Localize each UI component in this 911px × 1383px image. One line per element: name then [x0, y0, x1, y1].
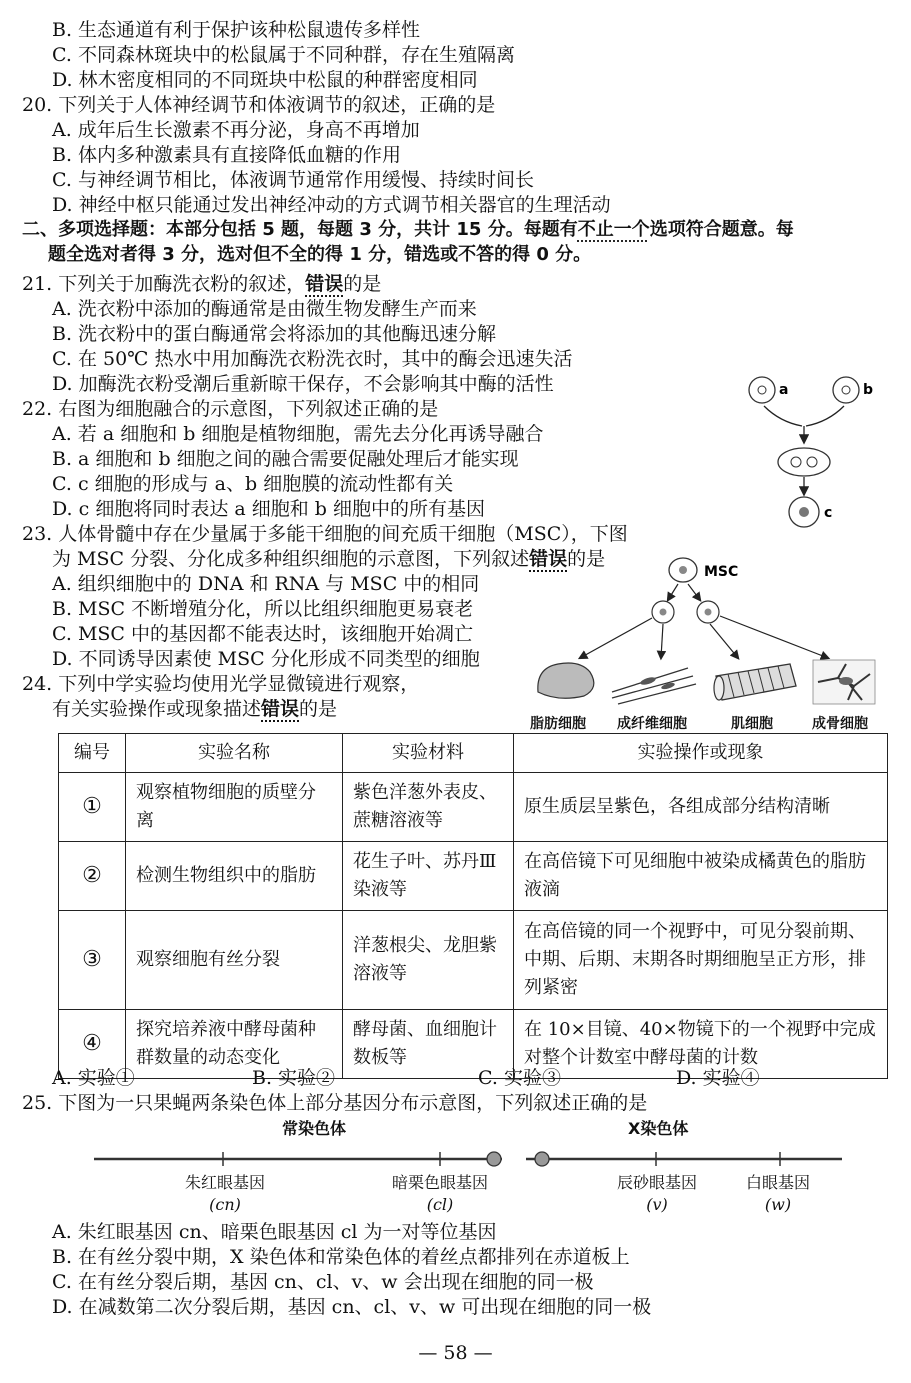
q20-option-d: D. 神经中枢只能通过发出神经冲动的方式调节相关器官的生理活动 [52, 194, 611, 216]
row-experiment-name: 探究培养液中酵母菌种群数量的动态变化 [126, 1010, 343, 1079]
label-a: a [779, 382, 789, 398]
muscle-cell-drawing [714, 664, 796, 700]
q25-option-b: B. 在有丝分裂中期，X 染色体和常染色体的着丝点都排列在赤道板上 [52, 1246, 630, 1268]
q24-emphasis: 错误 [261, 698, 300, 720]
q25-option-d: D. 在减数第二次分裂后期，基因 cn、cl、v、w 可出现在细胞的同一极 [52, 1296, 652, 1318]
row-experiment-name: 观察植物细胞的质壁分离 [126, 773, 343, 842]
msc-differentiation-figure [528, 550, 888, 710]
section2-emphasis: 不止一个 [577, 219, 650, 240]
q20-option-b: B. 体内多种激素具有直接降低血糖的作用 [52, 144, 402, 166]
q23-option-c: C. MSC 中的基因都不能表达时，该细胞开始凋亡 [52, 623, 473, 645]
row-operation: 在 10×目镜、40×物镜下的一个视野中完成对整个计数室中酵母菌的计数 [514, 1010, 888, 1079]
autosome-title: 常染色体 [282, 1119, 347, 1138]
q24-answer-a: A. 实验① [52, 1067, 135, 1089]
gene-v-symbol: (v) [646, 1195, 668, 1214]
q21-option-b: B. 洗衣粉中的蛋白酶通常会将添加的其他酶迅速分解 [52, 323, 497, 345]
label-b: b [863, 382, 874, 398]
q24-answer-b: B. 实验② [252, 1067, 336, 1089]
q24-answer-c: C. 实验③ [478, 1067, 561, 1089]
q23-option-b: B. MSC 不断增殖分化，所以比组织细胞更易衰老 [52, 598, 474, 620]
prev-option-b: B. 生态通道有利于保护该种松鼠遗传多样性 [52, 19, 421, 41]
section2-heading-line2: 题全选对者得 3 分，选对但不全的得 1 分，错选或不答的得 0 分。 [48, 244, 592, 265]
msc-label: MSC [704, 564, 739, 580]
chromosome-diagram [90, 1148, 850, 1172]
experiment-table [58, 733, 888, 1079]
x-chromosome-title: X染色体 [628, 1119, 689, 1138]
q21-emphasis: 错误 [305, 273, 344, 295]
q21-option-a: A. 洗衣粉中添加的酶通常是由微生物发酵生产而来 [52, 298, 477, 320]
q22-option-a: A. 若 a 细胞和 b 细胞是植物细胞，需先去分化再诱导融合 [52, 423, 544, 445]
gene-w-symbol: (w) [764, 1195, 792, 1214]
label-c: c [824, 505, 833, 521]
gene-cn-name: 朱红眼基因 [184, 1173, 265, 1192]
q25-option-a: A. 朱红眼基因 cn、暗栗色眼基因 cl 为一对等位基因 [52, 1221, 497, 1243]
cell-label-fibroblast: 成纤维细胞 [617, 716, 687, 732]
gene-cl-name: 暗栗色眼基因 [391, 1173, 488, 1192]
gene-cl-symbol: (cl) [426, 1195, 454, 1214]
q21-option-d: D. 加酶洗衣粉受潮后重新晾干保存，不会影响其中酶的活性 [52, 373, 554, 395]
row-number: ④ [59, 1010, 126, 1079]
section2-heading-line1: 二、多项选择题：本部分包括 5 题，每题 3 分，共计 15 分。每题有不止一个选项符合题意。每 [22, 219, 794, 240]
page-number: — 58 — [418, 1342, 493, 1364]
x-chromosome-line [526, 1152, 842, 1166]
q23-stem-line2: 为 MSC 分裂、分化成多种组织细胞的示意图，下列叙述错误的是 [52, 548, 606, 570]
q25-option-c: C. 在有丝分裂后期，基因 cn、cl、v、w 会出现在细胞的同一极 [52, 1271, 594, 1293]
cell-b [833, 377, 859, 403]
row-number: ② [59, 842, 126, 911]
osteocyte-drawing [813, 660, 875, 704]
row-materials: 酵母菌、血细胞计数板等 [343, 1010, 514, 1079]
q21-option-c: C. 在 50℃ 热水中用加酶洗衣粉洗衣时，其中的酶会迅速失活 [52, 348, 573, 370]
header-materials: 实验材料 [343, 734, 514, 773]
table-row [59, 773, 888, 842]
gene-cn-symbol: (cn) [209, 1195, 241, 1214]
gene-v [602, 1172, 712, 1216]
q23-option-d: D. 不同诱导因素使 MSC 分化形成不同类型的细胞 [52, 648, 480, 670]
fusing-cells [778, 448, 830, 476]
row-operation: 在高倍镜下可见细胞中被染成橘黄色的脂肪液滴 [514, 842, 888, 911]
q20-option-c: C. 与神经调节相比，体液调节通常作用缓慢、持续时间长 [52, 169, 534, 191]
q23-emphasis: 错误 [529, 548, 568, 570]
q20-stem: 20. 下列关于人体神经调节和体液调节的叙述，正确的是 [22, 94, 496, 116]
q25-stem: 25. 下图为一只果蝇两条染色体上部分基因分布示意图，下列叙述正确的是 [22, 1092, 648, 1114]
q22-stem: 22. 右图为细胞融合的示意图，下列叙述正确的是 [22, 398, 439, 420]
msc-cell [669, 558, 697, 582]
row-operation: 原生质层呈紫色，各组成部分结构清晰 [514, 773, 888, 842]
q20-option-a: A. 成年后生长激素不再分泌，身高不再增加 [52, 119, 420, 141]
cell-fusion-figure [740, 372, 890, 532]
row-materials: 紫色洋葱外表皮、蔗糖溶液等 [343, 773, 514, 842]
gene-v-name: 辰砂眼基因 [616, 1173, 697, 1192]
q23-option-a: A. 组织细胞中的 DNA 和 RNA 与 MSC 中的相同 [52, 573, 480, 595]
header-number: 编号 [59, 734, 126, 773]
prev-option-c: C. 不同森林斑块中的松鼠属于不同种群，存在生殖隔离 [52, 44, 515, 66]
row-operation: 在高倍镜的同一个视野中，可见分裂前期、中期、后期、末期各时期细胞呈正方形，排列紧密 [514, 911, 888, 1010]
table-row [59, 911, 888, 1010]
header-experiment-name: 实验名称 [126, 734, 343, 773]
row-number: ① [59, 773, 126, 842]
q22-option-c: C. c 细胞的形成与 a、b 细胞膜的流动性都有关 [52, 473, 454, 495]
cell-c [789, 497, 819, 527]
cell-label-muscle: 肌细胞 [731, 716, 773, 732]
daughter-cell-left [652, 601, 674, 623]
row-number: ③ [59, 911, 126, 1010]
q24-stem-line1: 24. 下列中学实验均使用光学显微镜进行观察， [22, 673, 420, 695]
cell-label-osteocyte: 成骨细胞 [812, 716, 868, 732]
table-row [59, 1010, 888, 1079]
prev-option-d: D. 林木密度相同的不同斑块中松鼠的种群密度相同 [52, 69, 478, 91]
q22-option-d: D. c 细胞将同时表达 a 细胞和 b 细胞中的所有基因 [52, 498, 485, 520]
autosome-line [94, 1152, 502, 1166]
cell-label-adipocyte: 脂肪细胞 [530, 716, 586, 732]
gene-cn [170, 1172, 280, 1216]
q22-option-b: B. a 细胞和 b 细胞之间的融合需要促融处理后才能实现 [52, 448, 519, 470]
adipocyte-drawing [538, 663, 594, 698]
header-operation: 实验操作或现象 [514, 734, 888, 773]
row-materials: 花生子叶、苏丹Ⅲ染液等 [343, 842, 514, 911]
row-materials: 洋葱根尖、龙胆紫溶液等 [343, 911, 514, 1010]
row-experiment-name: 检测生物组织中的脂肪 [126, 842, 343, 911]
q23-stem-line1: 23. 人体骨髓中存在少量属于多能干细胞的间充质干细胞（MSC），下图 [22, 523, 628, 545]
q24-answer-d: D. 实验④ [676, 1067, 760, 1089]
cell-a [749, 377, 775, 403]
table-header-row [59, 734, 888, 773]
fibroblast-drawing [612, 668, 696, 704]
row-experiment-name: 观察细胞有丝分裂 [126, 911, 343, 1010]
gene-w-name: 白眼基因 [745, 1173, 810, 1192]
q21-stem: 21. 下列关于加酶洗衣粉的叙述，错误的是 [22, 273, 382, 295]
q24-stem-line2: 有关实验操作或现象描述错误的是 [52, 698, 338, 720]
gene-w [728, 1172, 828, 1216]
gene-cl [375, 1172, 505, 1216]
table-row [59, 842, 888, 911]
daughter-cell-right [697, 601, 719, 623]
